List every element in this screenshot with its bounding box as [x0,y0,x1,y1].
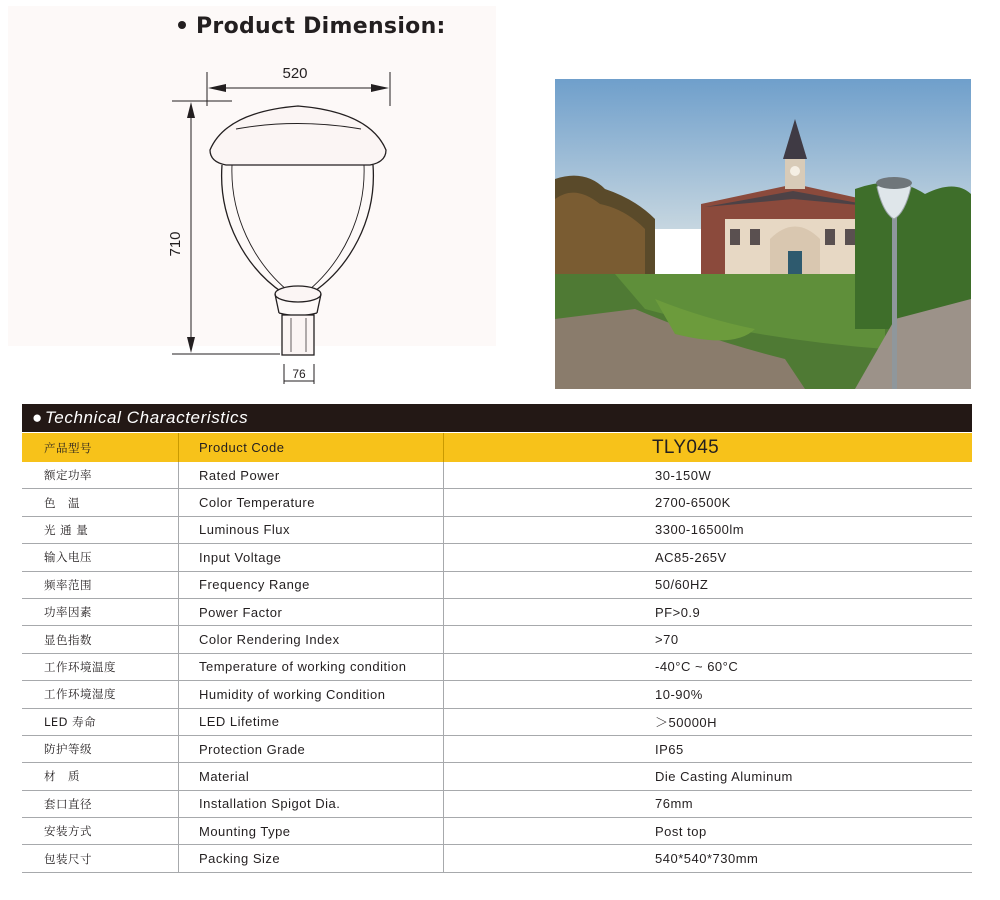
spec-cn-label: 材 质 [22,763,179,790]
spec-en-label: Input Voltage [179,544,444,571]
tech-header [22,404,972,432]
spec-cn-label: 色 温 [22,489,179,516]
spec-value: -40°C ~ 60°C [444,653,973,680]
spec-en-label: Material [179,763,444,790]
spec-cn-label: 频率范围 [22,571,179,598]
spec-row [22,790,972,817]
spec-cn-label: 安装方式 [22,818,179,845]
spec-cn-label: 显色指数 [22,626,179,653]
spec-value: 540*540*730mm [444,845,973,872]
spec-row [22,818,972,845]
spec-en-label: Installation Spigot Dia. [179,790,444,817]
spec-en-label: Humidity of working Condition [179,681,444,708]
spec-en-label: Power Factor [179,598,444,625]
spec-value: Post top [444,818,973,845]
spec-header-row [22,433,972,462]
spec-row [22,845,972,872]
spec-en-label: Rated Power [179,462,444,489]
spec-row [22,516,972,543]
spec-row [22,681,972,708]
spec-en-label: Packing Size [179,845,444,872]
spec-row [22,489,972,516]
product-scene-photo [555,79,971,389]
dimension-title-text: Product Dimension: [196,14,446,39]
spec-value: >70 [444,626,973,653]
spigot-label: 76 [292,367,306,381]
spec-en-label: Frequency Range [179,571,444,598]
spec-cn-label: 工作环境湿度 [22,681,179,708]
spec-en-label: Temperature of working condition [179,653,444,680]
spec-cn-label: 功率因素 [22,598,179,625]
spec-en-label: Product Code [179,433,444,462]
product-code-value: TLY045 [444,433,973,462]
spec-cn-label: 包装尺寸 [22,845,179,872]
spec-value: Die Casting Aluminum [444,763,973,790]
spec-en-label: Color Rendering Index [179,626,444,653]
spec-row [22,571,972,598]
spec-cn-label: 额定功率 [22,462,179,489]
spec-value: 2700-6500K [444,489,973,516]
spec-row [22,462,972,489]
spec-row [22,598,972,625]
spec-table [22,433,972,873]
spec-value: IP65 [444,735,973,762]
spec-cn-label: 防护等级 [22,735,179,762]
spec-value: 30-150W [444,462,973,489]
spec-row [22,763,972,790]
spec-row [22,653,972,680]
spec-cn-label: 输入电压 [22,544,179,571]
lamp-outline [210,106,386,355]
spec-value: 10-90% [444,681,973,708]
spec-row [22,708,972,735]
dimension-drawing [0,0,500,400]
spec-cn-label: 套口直径 [22,790,179,817]
spec-cn-label: 工作环境温度 [22,653,179,680]
spec-cn-label: 产品型号 [22,433,179,462]
spec-value: 50/60HZ [444,571,973,598]
spec-value: 76mm [444,790,973,817]
spec-en-label: Mounting Type [179,818,444,845]
spec-en-label: Luminous Flux [179,516,444,543]
spec-cn-label: 光 通 量 [22,516,179,543]
tech-header-title: ● Technical Characteristics [32,408,249,427]
spec-en-label: Protection Grade [179,735,444,762]
spec-value: ＞50000H [444,708,973,735]
spec-en-label: LED Lifetime [179,708,444,735]
spec-value: 3300-16500lm [444,516,973,543]
spec-en-label: Color Temperature [179,489,444,516]
spec-row [22,626,972,653]
spec-value: AC85-265V [444,544,973,571]
tech-title-text: Technical Characteristics [44,408,249,427]
height-label: 710 [167,231,184,257]
width-label: 520 [282,65,308,82]
spec-row [22,544,972,571]
spec-row [22,735,972,762]
spec-cn-label: LED 寿命 [22,708,179,735]
spec-value: PF>0.9 [444,598,973,625]
